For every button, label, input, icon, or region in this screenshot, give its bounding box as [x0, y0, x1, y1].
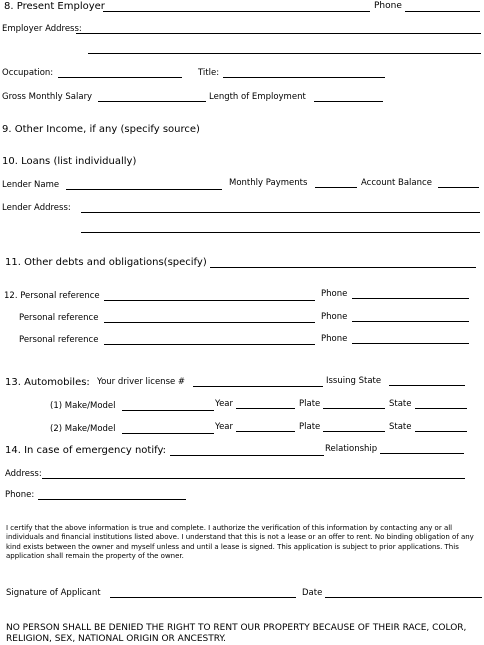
monthly-payments-label: Monthly Payments: [229, 178, 308, 188]
plate-field-1[interactable]: [323, 408, 385, 409]
year-label-2: Year: [215, 422, 233, 432]
other-debts-field[interactable]: [210, 267, 476, 268]
length-employment-label: Length of Employment: [209, 92, 306, 102]
reference-phone-label-1: Phone: [321, 289, 348, 299]
relationship-field[interactable]: [380, 453, 464, 454]
emergency-address-label: Address:: [5, 469, 42, 479]
plate-label-1: Plate: [299, 399, 321, 409]
personal-reference-field-2[interactable]: [104, 322, 315, 323]
reference-phone-field-2[interactable]: [352, 321, 469, 322]
account-balance-label: Account Balance: [361, 178, 432, 188]
occupation-label: Occupation:: [2, 68, 54, 78]
account-balance-field[interactable]: [438, 187, 479, 188]
other-debts-label: 11. Other debts and obligations(specify): [5, 257, 207, 268]
employer-address-field-1[interactable]: [76, 33, 481, 34]
present-employer-label: 8. Present Employer: [4, 1, 105, 12]
personal-reference-label-1: 12. Personal reference: [4, 291, 100, 301]
emergency-heading: 14. In case of emergency notify:: [5, 445, 167, 456]
driver-license-label: Your driver license #: [97, 377, 186, 387]
emergency-phone-field[interactable]: [38, 499, 186, 500]
signature-field[interactable]: [110, 597, 296, 598]
lender-address-field-2[interactable]: [81, 232, 480, 233]
reference-phone-field-1[interactable]: [352, 298, 469, 299]
lender-address-field-1[interactable]: [81, 212, 480, 213]
emergency-phone-label: Phone:: [5, 490, 35, 500]
state-label-1: State: [389, 399, 412, 409]
occupation-field[interactable]: [58, 77, 182, 78]
present-employer-field[interactable]: [103, 11, 370, 12]
reference-phone-label-2: Phone: [321, 312, 348, 322]
year-field-2[interactable]: [236, 431, 295, 432]
lender-name-label: Lender Name: [2, 180, 60, 190]
employer-phone-label: Phone: [374, 1, 402, 11]
title-field[interactable]: [223, 77, 385, 78]
reference-phone-label-3: Phone: [321, 334, 348, 344]
reference-phone-field-3[interactable]: [352, 343, 469, 344]
gross-salary-label: Gross Monthly Salary: [2, 92, 93, 102]
make-model-field-2[interactable]: [122, 433, 214, 434]
state-label-2: State: [389, 422, 412, 432]
state-field-1[interactable]: [415, 408, 467, 409]
emergency-name-field[interactable]: [170, 455, 324, 456]
make-model-label-2: (2) Make/Model: [50, 424, 116, 434]
automobiles-heading: 13. Automobiles:: [5, 377, 90, 388]
personal-reference-label-2: Personal reference: [19, 313, 99, 323]
employer-address-label: Employer Address:: [2, 24, 82, 34]
date-field[interactable]: [325, 597, 482, 598]
year-field-1[interactable]: [236, 408, 295, 409]
certification-text: I certify that the above information is true and complete. I authorize the verification of this information by contacting any or all individuals and financial institutions listed above. I understand that this is not a lease or an offer to rent. No binding obligation of any kind exists between the owner and myself unless and until a lease is signed. This application is subject to prior applications. This application shall remain the property of the owner.: [6, 524, 474, 560]
issuing-state-field[interactable]: [389, 385, 465, 386]
other-income-label: 9. Other Income, if any (specify source): [2, 124, 200, 135]
plate-label-2: Plate: [299, 422, 321, 432]
loans-heading: 10. Loans (list individually): [2, 156, 137, 167]
gross-salary-field[interactable]: [98, 101, 206, 102]
make-model-label-1: (1) Make/Model: [50, 401, 116, 411]
length-employment-field[interactable]: [314, 101, 383, 102]
driver-license-field[interactable]: [193, 386, 323, 387]
relationship-label: Relationship: [325, 444, 378, 454]
state-field-2[interactable]: [415, 431, 467, 432]
date-label: Date: [302, 588, 323, 598]
make-model-field-1[interactable]: [122, 410, 214, 411]
plate-field-2[interactable]: [323, 431, 385, 432]
year-label-1: Year: [215, 399, 233, 409]
lender-name-field[interactable]: [66, 189, 222, 190]
personal-reference-label-3: Personal reference: [19, 335, 99, 345]
personal-reference-field-3[interactable]: [104, 344, 315, 345]
fair-housing-notice: NO PERSON SHALL BE DENIED THE RIGHT TO RENT OUR PROPERTY BECAUSE OF THEIR RACE, COLOR, RELIGION, SEX, NATIONAL ORIGIN OR ANCESTRY.: [6, 623, 467, 645]
employer-address-field-2[interactable]: [88, 53, 481, 54]
monthly-payments-field[interactable]: [315, 187, 357, 188]
issuing-state-label: Issuing State: [326, 376, 382, 386]
emergency-address-field[interactable]: [42, 478, 465, 479]
employer-phone-field[interactable]: [405, 11, 480, 12]
title-label: Title:: [198, 68, 220, 78]
personal-reference-field-1[interactable]: [104, 300, 315, 301]
lender-address-label: Lender Address:: [2, 203, 71, 213]
signature-label: Signature of Applicant: [6, 588, 101, 598]
